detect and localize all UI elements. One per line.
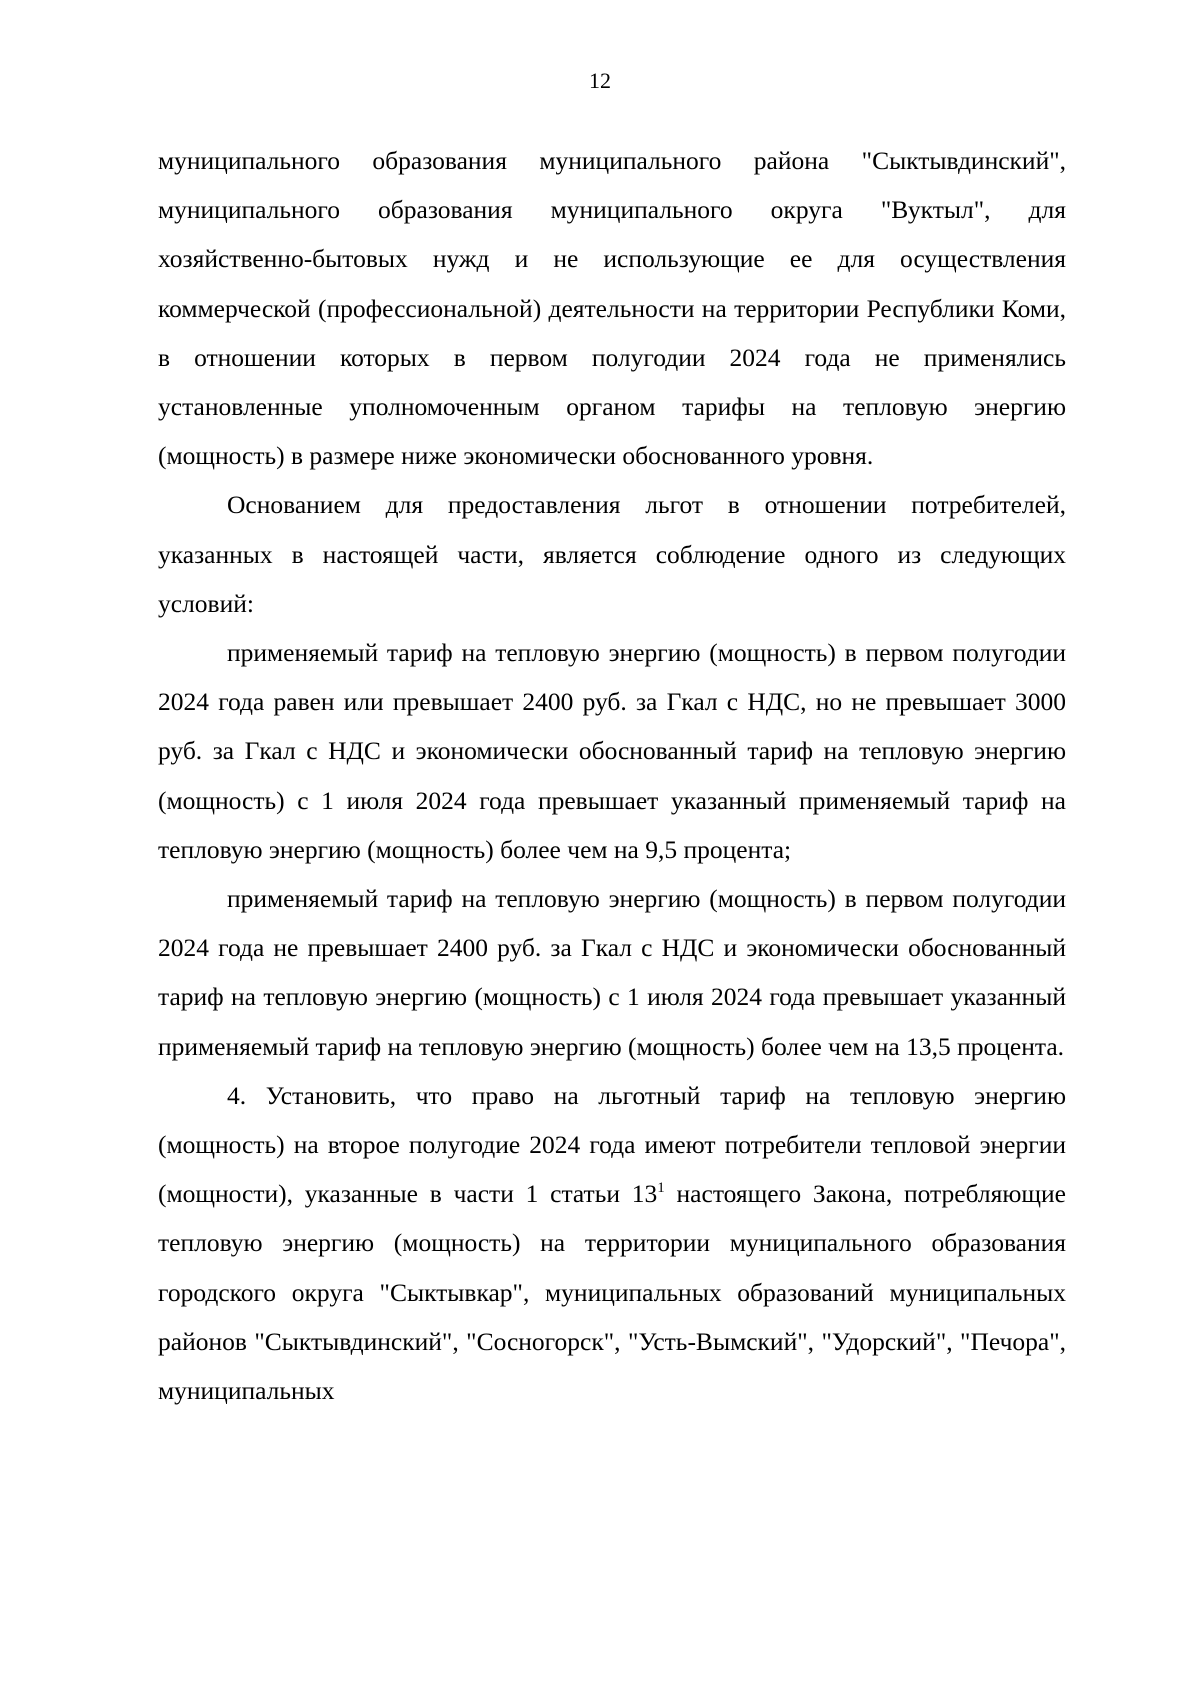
document-body: [158, 136, 1066, 1415]
item-4-text-start: 4. Установить, что право на льготный тариф на тепловую энергию (мощность) на второе полугодие 2024 года имеют потребители тепловой энергии (мощности), указанные в части 1 статьи 13: [158, 1080, 1066, 1209]
paragraph-condition-2: применяемый тариф на тепловую энергию (мощность) в первом полугодии 2024 года не превышает 2400 руб. за Гкал с НДС и экономически обоснованный тариф на тепловую энергию (мощность) с 1 июля 2024 года превышает указанный применяемый тариф на тепловую энергию (мощность) более чем на 13,5 процента.: [158, 884, 1066, 1061]
article-superscript: 1: [657, 1180, 665, 1197]
item-4-text-end: настоящего Закона, потребляющие тепловую энергию (мощность) на территории муниципального образования городского округа "Сыктывкар", муниципальных образований муниципальных районов "Сыктывдинский", "Сосногорск", "Усть-Вымский", "Удорский", "Печора", муниципальных: [158, 1179, 1066, 1406]
paragraph-condition-1: применяемый тариф на тепловую энергию (мощность) в первом полугодии 2024 года равен или превышает 2400 руб. за Гкал с НДС, но не превышает 3000 руб. за Гкал с НДС и экономически обоснованный тариф на тепловую энергию (мощность) с 1 июля 2024 года превышает указанный применяемый тариф на тепловую энергию (мощность) более чем на 9,5 процента;: [158, 638, 1066, 864]
paragraph-item-4: [158, 1071, 1066, 1415]
paragraph-consumers-continued: муниципального образования муниципального района "Сыктывдинский", муниципального образования муниципального округа "Вуктыл", для хозяйственно-бытовых нужд и не использующие ее для осуществления коммерческой (профессиональной) деятельности на территории Республики Коми, в отношении которых в первом полугодии 2024 года не применялись установленные уполномоченным органом тарифы на тепловую энергию (мощность) в размере ниже экономически обоснованного уровня.: [158, 146, 1066, 471]
page-number: 12: [589, 68, 611, 93]
paragraph-benefit-grounds: Основанием для предоставления льгот в отношении потребителей, указанных в настоящей части, является соблюдение одного из следующих условий:: [158, 490, 1066, 618]
